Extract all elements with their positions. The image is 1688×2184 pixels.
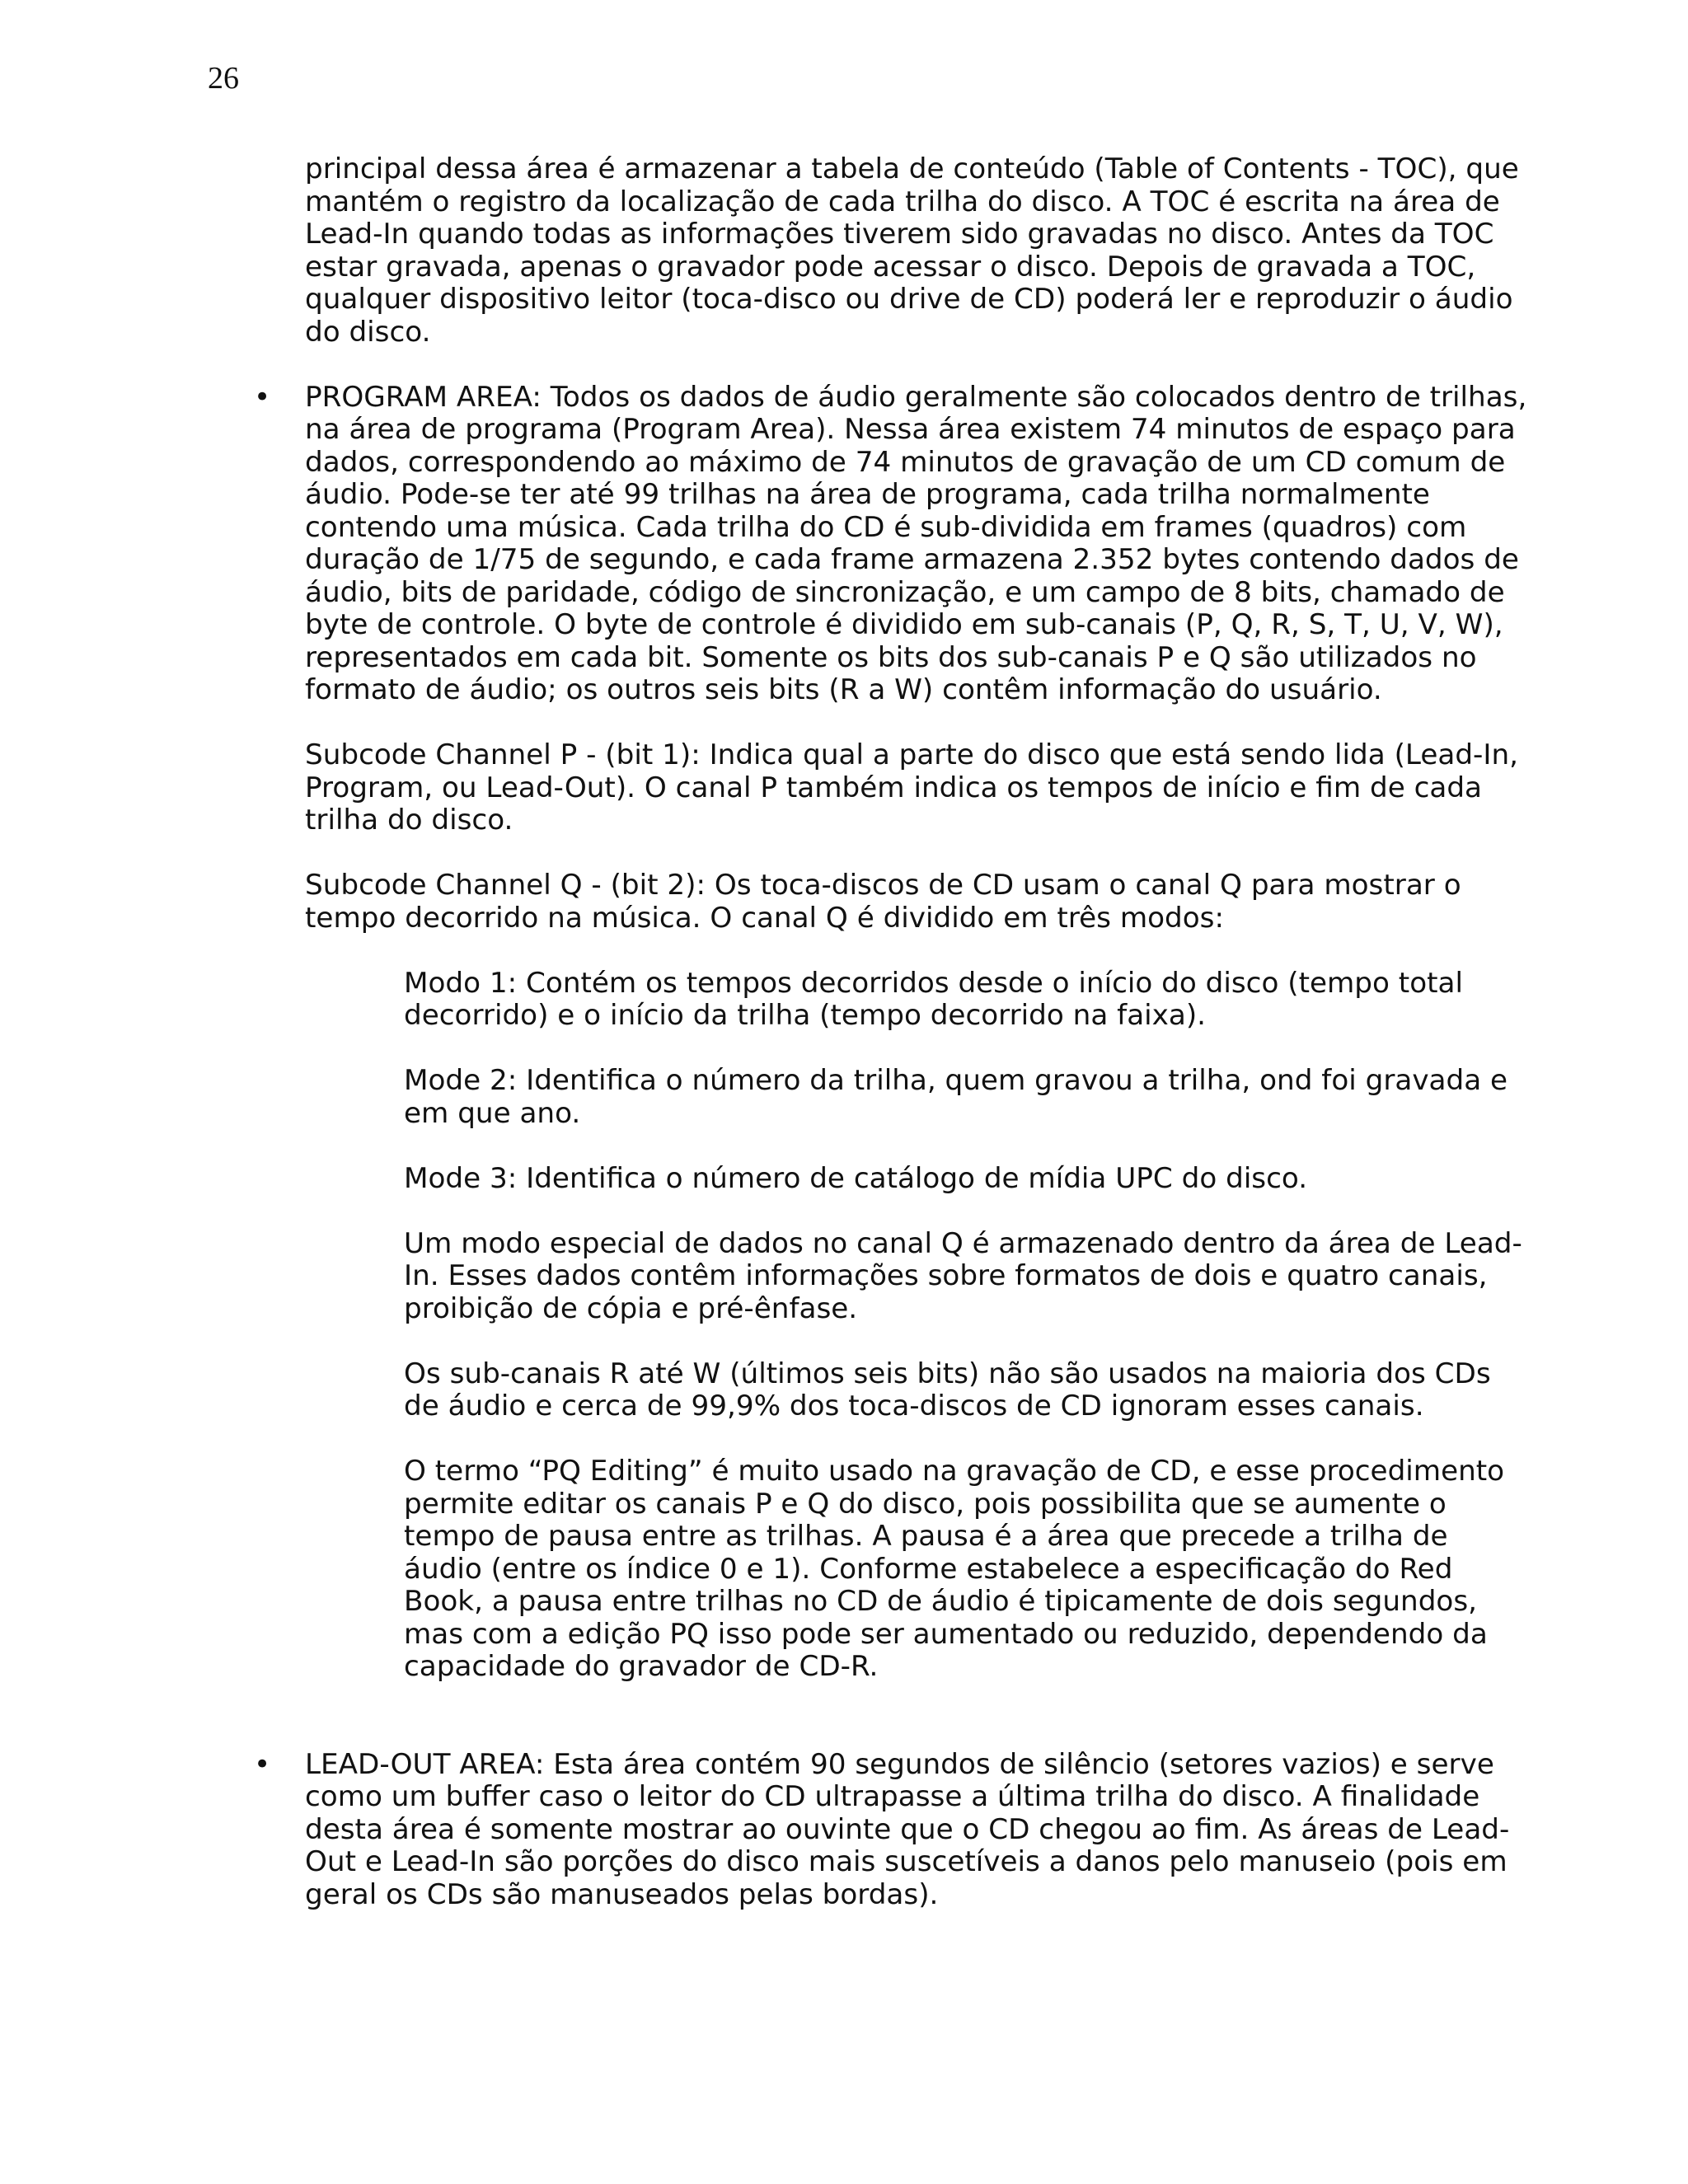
- mode-3-paragraph: Mode 3: Identifica o número de catálogo de mídia UPC do disco.: [404, 1161, 1308, 1195]
- page-number: 26: [208, 61, 239, 96]
- section-spacer: [305, 1716, 1533, 1749]
- q-modes-section: [404, 968, 1533, 1684]
- rw-subchannels-paragraph: Os sub-canais R até W (últimos seis bits) não são usados na maioria dos CDs de áudio e cerca de 99,9% dos toca-discos de CD ignoram esses canais.: [404, 1357, 1491, 1422]
- intro-paragraph: principal dessa área é armazenar a tabela de conteúdo (Table of Contents - TOC), que mantém o registro da localização de cada trilha do disco. A TOC é escrita na área de Lead-In quando todas as informações tiverem sido gravadas no disco. Antes da TOC estar gravada, apenas o gravador pode acessar o disco. Depois de gravada a TOC, qualquer dispositivo leitor (toca-disco ou drive de CD) poderá ler e reproduzir o áudio do disco.: [305, 152, 1519, 349]
- special-mode-paragraph: Um modo especial de dados no canal Q é armazenado dentro da área de Lead-In. Esses dados contêm informações sobre formatos de dois e quatro canais, proibição de cópia e pré-ênfase.: [404, 1226, 1522, 1325]
- mode-2-paragraph: Mode 2: Identifica o número da trilha, quem gravou a trilha, ond foi gravada e em que ano.: [404, 1064, 1508, 1130]
- program-area-bullet: • PROGRAM AREA: Todos os dados de áudio geralmente são colocados dentro de trilhas, na área de programa (Program Area). Nessa área existem 74 minutos de espaço para dados, correspondendo ao máximo de 74 minutos de gravação de um CD comum de áudio. Pode-se ter até 99 trilhas na área de programa, cada trilha normalmente contendo uma música. Cada trilha do CD é sub-dividida em frames (quadros) com duração de 1/75 de segundo, e cada frame armazena 2.352 bytes contendo dados de áudio, bits de paridade, código de sincronização, e um campo de 8 bits, chamado de byte de controle. O byte de controle é dividido em sub-canais (P, Q, R, S, T, U, V, W), representados em cada bit. Somente os bits dos sub-canais P e Q são utilizados no formato de áudio; os outros seis bits (R a W) contêm informação do usuário.: [305, 382, 1533, 707]
- subcode-p-paragraph: Subcode Channel P - (bit 1): Indica qual a parte do disco que está sendo lida (Lead-In, Program, ou Lead-Out). O canal P também indica os tempos de início e fim de cada trilha do disco.: [305, 738, 1518, 837]
- lead-out-bullet: • LEAD-OUT AREA: Esta área contém 90 segundos de silêncio (setores vazios) e serve como um buffer caso o leitor do CD ultrapasse a última trilha do disco. A finalidade desta área é somente mostrar ao ouvinte que o CD chegou ao fim. As áreas de Lead-Out e Lead-In são porções do disco mais suscetíveis a danos pelo manuseio (pois em geral os CDs são manuseados pelas bordas).: [305, 1749, 1533, 1912]
- mode-1-paragraph: Modo 1: Contém os tempos decorridos desde o início do disco (tempo total decorrido) e o início da trilha (tempo decorrido na faixa).: [404, 966, 1463, 1032]
- pq-editing-paragraph: O termo “PQ Editing” é muito usado na gravação de CD, e esse procedimento permite editar os canais P e Q do disco, pois possibilita que se aumente o tempo de pausa entre as trilhas. A pausa é a área que precede a trilha de áudio (entre os índice 0 e 1). Conforme estabelece a especificação do Red Book, a pausa entre trilhas no CD de áudio é tipicamente de dois segundos, mas com a edição PQ isso pode ser aumentado ou reduzido, dependendo da capacidade do gravador de CD-R.: [404, 1455, 1505, 1683]
- document-body: [305, 153, 1533, 1944]
- subcode-q-paragraph: Subcode Channel Q - (bit 2): Os toca-discos de CD usam o canal Q para mostrar o tempo decorrido na música. O canal Q é dividido em três modos:: [305, 869, 1461, 935]
